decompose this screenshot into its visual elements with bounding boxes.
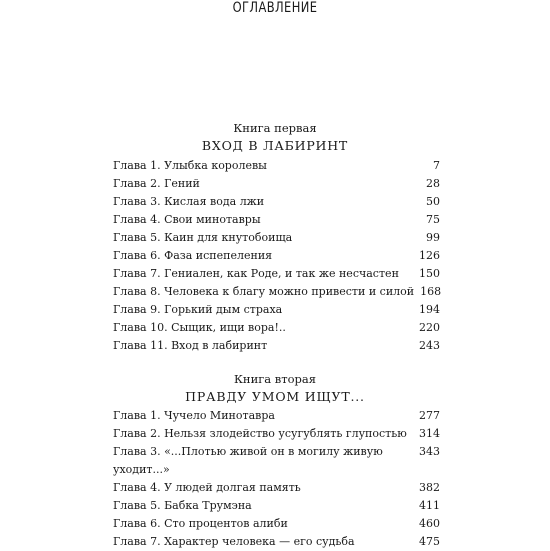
dot-leader — [304, 481, 416, 491]
toc-entry[interactable] — [113, 425, 440, 443]
toc-entry[interactable] — [113, 479, 440, 497]
page-number: 150 — [419, 267, 440, 280]
toc-entry[interactable] — [113, 211, 440, 229]
page-number: 220 — [419, 321, 440, 334]
page-number: 343 — [419, 445, 440, 458]
dot-leader — [285, 303, 416, 313]
page-number: 460 — [419, 517, 440, 530]
dot-leader — [264, 213, 423, 223]
dot-leader — [295, 231, 423, 241]
chapter-label: Глава 7. Характер человека — его судьба — [113, 535, 355, 548]
dot-leader — [270, 159, 430, 169]
chapter-label-continuation: уходит...» — [113, 463, 170, 476]
dot-leader — [267, 195, 423, 205]
toc-entry[interactable] — [113, 229, 440, 247]
toc-entry[interactable] — [113, 301, 440, 319]
chapter-label: Глава 2. Гений — [113, 177, 200, 190]
page-title: ОГЛАВЛЕНИЕ — [232, 0, 318, 16]
chapter-label: Глава 1. Чучело Минотавра — [113, 409, 275, 422]
dot-leader — [203, 177, 423, 187]
page-number: 50 — [426, 195, 440, 208]
book-name: ВХОД В ЛАБИРИНТ — [201, 138, 349, 153]
toc-book-2 — [113, 407, 440, 551]
chapter-label: Глава 6. Фаза испепеления — [113, 249, 273, 262]
toc-entry[interactable] — [113, 497, 440, 515]
toc-book-1 — [113, 157, 440, 355]
toc-entry[interactable] — [113, 175, 440, 193]
toc-entry[interactable] — [113, 443, 440, 479]
chapter-label: Глава 3. Кислая вода лжи — [113, 195, 265, 208]
toc-entry[interactable] — [113, 319, 440, 337]
dot-leader — [278, 409, 416, 419]
chapter-label: Глава 8. Человека к благу можно привести и силой — [113, 285, 415, 298]
book-caption: Книга первая — [233, 121, 317, 135]
book-heading-1 — [0, 121, 550, 155]
toc-entry[interactable] — [113, 265, 440, 283]
dot-leader — [410, 427, 416, 437]
chapter-label: Глава 3. «...Плотью живой он в могилу живую — [113, 445, 383, 458]
dot-leader — [358, 535, 416, 545]
dot-leader — [402, 267, 416, 277]
chapter-label: Глава 11. Вход в лабиринт — [113, 339, 268, 352]
page-number: 28 — [426, 177, 440, 190]
chapter-label: Глава 6. Сто процентов алиби — [113, 517, 288, 530]
page-number: 277 — [419, 409, 440, 422]
chapter-label: Глава 4. Свои минотавры — [113, 213, 261, 226]
page-number: 7 — [433, 159, 440, 172]
chapter-label: Глава 4. У людей долгая память — [113, 481, 301, 494]
chapter-label: Глава 5. Каин для кнутобоища — [113, 231, 293, 244]
page-number: 75 — [426, 213, 440, 226]
page-number: 382 — [419, 481, 440, 494]
chapter-label: Глава 9. Горький дым страха — [113, 303, 283, 316]
toc-entry[interactable] — [113, 515, 440, 533]
dot-leader — [289, 321, 416, 331]
page-number: 194 — [419, 303, 440, 316]
book-heading-2 — [0, 372, 550, 406]
toc-entry[interactable] — [113, 247, 440, 265]
dot-leader — [275, 249, 416, 259]
chapter-label: Глава 1. Улыбка королевы — [113, 159, 267, 172]
dot-leader — [255, 499, 416, 509]
page-number: 99 — [426, 231, 440, 244]
chapter-label: Глава 10. Сыщик, ищи вора!.. — [113, 321, 286, 334]
page-number: 475 — [419, 535, 440, 548]
chapter-label: Глава 5. Бабка Трумэна — [113, 499, 252, 512]
toc-entry[interactable] — [113, 283, 440, 301]
book-name: ПРАВДУ УМОМ ИЩУТ... — [185, 389, 365, 404]
dot-leader — [270, 339, 416, 349]
toc-entry[interactable] — [113, 533, 440, 551]
toc-entry[interactable] — [113, 193, 440, 211]
page-number: 126 — [419, 249, 440, 262]
page-number: 411 — [419, 499, 440, 512]
toc-entry[interactable] — [113, 337, 440, 355]
chapter-label: Глава 2. Нельзя злодейство усугублять глупостью — [113, 427, 407, 440]
dot-leader — [386, 445, 416, 455]
dot-leader — [291, 517, 416, 527]
page-number: 314 — [419, 427, 440, 440]
chapter-label: Глава 7. Гениален, как Роде, и так же несчастен — [113, 267, 399, 280]
page-number: 243 — [419, 339, 440, 352]
toc-entry[interactable] — [113, 407, 440, 425]
toc-entry[interactable] — [113, 157, 440, 175]
page-number: 168 — [420, 285, 442, 298]
book-caption: Книга вторая — [234, 372, 316, 386]
